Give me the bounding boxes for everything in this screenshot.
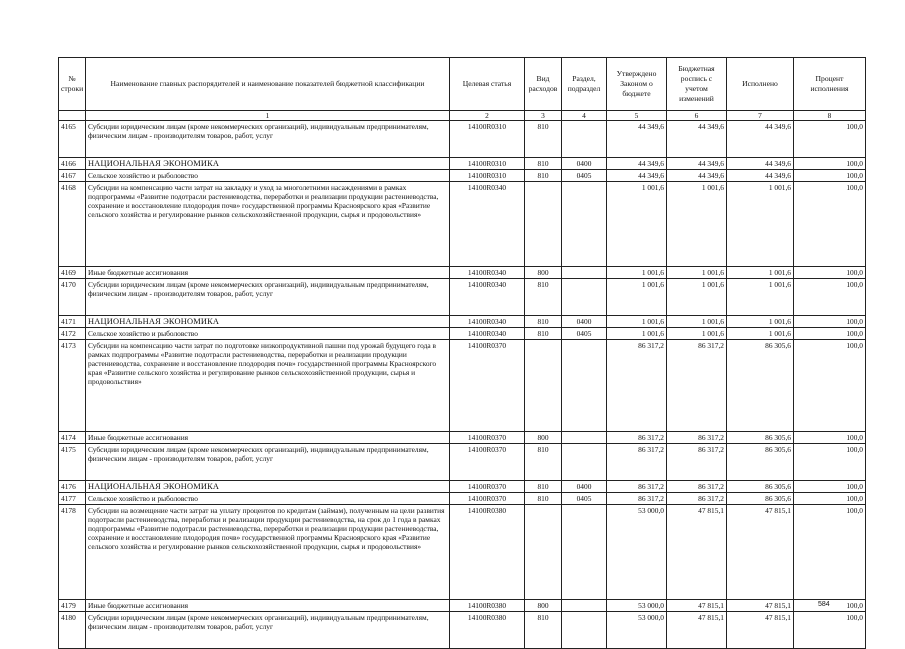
table-row (59, 505, 866, 600)
cell-budget-schedule: 86 317,2 (667, 444, 727, 481)
table-row (59, 170, 866, 182)
cell-expense-type: 800 (525, 432, 562, 444)
cell-percent: 100,0 (794, 158, 866, 170)
cell-expense-type: 800 (525, 600, 562, 612)
cell-approved: 53 000,0 (607, 612, 667, 649)
page-number: 584 (818, 601, 830, 608)
cell-budget-schedule: 44 349,6 (667, 158, 727, 170)
cell-approved: 1 001,6 (607, 267, 667, 279)
cell-section (562, 267, 607, 279)
cell-row-number: 4168 (59, 182, 86, 267)
header-approved: Утверждено Законом о бюджете (607, 58, 667, 111)
cell-percent: 100,0 (794, 600, 866, 612)
cell-budget-schedule: 47 815,1 (667, 612, 727, 649)
cell-row-number: 4172 (59, 328, 86, 340)
cell-percent: 100,0 (794, 182, 866, 267)
cell-target-article: 14100R0340 (450, 279, 525, 316)
table-row (59, 182, 866, 267)
cell-executed: 86 305,6 (727, 481, 794, 493)
cell-name: Сельское хозяйство и рыболовство (86, 328, 450, 340)
cell-expense-type (525, 182, 562, 267)
cell-approved: 86 317,2 (607, 444, 667, 481)
cell-percent: 100,0 (794, 612, 866, 649)
cell-budget-schedule: 47 815,1 (667, 505, 727, 600)
cell-name: Субсидии юридическим лицам (кроме некоммерческих организаций), индивидуальным предпринимателям, физическим лицам - производителям товаров, работ, услуг (86, 279, 450, 316)
cell-name: НАЦИОНАЛЬНАЯ ЭКОНОМИКА (86, 158, 450, 170)
cell-expense-type: 810 (525, 328, 562, 340)
cell-budget-schedule: 1 001,6 (667, 267, 727, 279)
cell-row-number: 4167 (59, 170, 86, 182)
table-row (59, 612, 866, 649)
cell-budget-schedule: 86 317,2 (667, 493, 727, 505)
column-number: 1 (86, 111, 450, 121)
table-row (59, 121, 866, 158)
cell-row-number: 4169 (59, 267, 86, 279)
cell-row-number: 4165 (59, 121, 86, 158)
cell-name: Субсидии юридическим лицам (кроме некоммерческих организаций), индивидуальным предпринимателям, физическим лицам - производителям товаров, работ, услуг (86, 121, 450, 158)
cell-section: 0400 (562, 158, 607, 170)
header-budget-schedule: Бюджетная роспись с учетом изменений (667, 58, 727, 111)
cell-executed: 44 349,6 (727, 158, 794, 170)
header-target-article: Целевая статья (450, 58, 525, 111)
cell-expense-type: 810 (525, 170, 562, 182)
cell-executed: 47 815,1 (727, 505, 794, 600)
cell-budget-schedule: 86 317,2 (667, 481, 727, 493)
column-number (59, 111, 86, 121)
cell-target-article: 14100R0370 (450, 340, 525, 432)
cell-section (562, 279, 607, 316)
cell-name: Иные бюджетные ассигнования (86, 432, 450, 444)
cell-expense-type: 810 (525, 279, 562, 316)
cell-expense-type (525, 505, 562, 600)
header-expense-type: Вид расходов (525, 58, 562, 111)
cell-percent: 100,0 (794, 444, 866, 481)
table-row (59, 432, 866, 444)
cell-expense-type: 810 (525, 612, 562, 649)
cell-approved: 1 001,6 (607, 328, 667, 340)
cell-approved: 86 317,2 (607, 481, 667, 493)
cell-target-article: 14100R0370 (450, 432, 525, 444)
cell-target-article: 14100R0380 (450, 505, 525, 600)
cell-executed: 86 305,6 (727, 493, 794, 505)
cell-name: Субсидии на компенсацию части затрат на закладку и уход за многолетними насаждениями в рамках подпрограммы «Развитие подотрасли растениеводства, переработки и реализации продукции растениеводства, сохранение и восстановление плодородия почв» государственной программы Красноярского края «Развитие сельского хозяйства и регулирование рынков сельскохозяйственной продукции, сырья и продовольствия» (86, 182, 450, 267)
cell-expense-type: 810 (525, 158, 562, 170)
cell-executed: 86 305,6 (727, 340, 794, 432)
cell-row-number: 4173 (59, 340, 86, 432)
cell-percent: 100,0 (794, 279, 866, 316)
table-row (59, 279, 866, 316)
cell-target-article: 14100R0310 (450, 158, 525, 170)
cell-budget-schedule: 1 001,6 (667, 328, 727, 340)
cell-executed: 47 815,1 (727, 600, 794, 612)
cell-section (562, 340, 607, 432)
cell-executed: 1 001,6 (727, 182, 794, 267)
header-executed: Исполнено (727, 58, 794, 111)
cell-executed: 44 349,6 (727, 170, 794, 182)
cell-section: 0405 (562, 328, 607, 340)
table-header-row (59, 58, 866, 111)
document-page (58, 57, 865, 649)
cell-target-article: 14100R0340 (450, 328, 525, 340)
cell-approved: 44 349,6 (607, 158, 667, 170)
header-row-number: № строки (59, 58, 86, 111)
cell-row-number: 4166 (59, 158, 86, 170)
cell-approved: 1 001,6 (607, 316, 667, 328)
cell-row-number: 4174 (59, 432, 86, 444)
cell-section (562, 600, 607, 612)
column-number: 6 (667, 111, 727, 121)
cell-percent: 100,0 (794, 505, 866, 600)
cell-target-article: 14100R0340 (450, 182, 525, 267)
cell-name: Сельское хозяйство и рыболовство (86, 170, 450, 182)
cell-approved: 44 349,6 (607, 121, 667, 158)
table-row (59, 158, 866, 170)
cell-percent: 100,0 (794, 328, 866, 340)
cell-expense-type: 810 (525, 493, 562, 505)
cell-target-article: 14100R0310 (450, 121, 525, 158)
cell-expense-type: 800 (525, 267, 562, 279)
cell-name: НАЦИОНАЛЬНАЯ ЭКОНОМИКА (86, 481, 450, 493)
header-section: Раздел, подраздел (562, 58, 607, 111)
cell-budget-schedule: 1 001,6 (667, 316, 727, 328)
table-row (59, 444, 866, 481)
cell-target-article: 14100R0310 (450, 170, 525, 182)
cell-target-article: 14100R0340 (450, 316, 525, 328)
cell-budget-schedule: 44 349,6 (667, 121, 727, 158)
cell-executed: 86 305,6 (727, 444, 794, 481)
cell-expense-type: 810 (525, 121, 562, 158)
cell-section: 0400 (562, 481, 607, 493)
cell-percent: 100,0 (794, 316, 866, 328)
column-number: 3 (525, 111, 562, 121)
cell-section (562, 121, 607, 158)
cell-approved: 86 317,2 (607, 340, 667, 432)
cell-expense-type (525, 340, 562, 432)
cell-section: 0400 (562, 316, 607, 328)
cell-budget-schedule: 86 317,2 (667, 340, 727, 432)
cell-name: Субсидии юридическим лицам (кроме некоммерческих организаций), индивидуальным предпринимателям, физическим лицам - производителям товаров, работ, услуг (86, 612, 450, 649)
table-row (59, 267, 866, 279)
cell-executed: 1 001,6 (727, 328, 794, 340)
header-name: Наименование главных распорядителей и наименование показателей бюджетной классификации (86, 58, 450, 111)
cell-percent: 100,0 (794, 121, 866, 158)
cell-approved: 44 349,6 (607, 170, 667, 182)
cell-executed: 44 349,6 (727, 121, 794, 158)
cell-approved: 53 000,0 (607, 505, 667, 600)
cell-name: Субсидии юридическим лицам (кроме некоммерческих организаций), индивидуальным предпринимателям, физическим лицам - производителям товаров, работ, услуг (86, 444, 450, 481)
cell-target-article: 14100R0380 (450, 612, 525, 649)
cell-budget-schedule: 1 001,6 (667, 279, 727, 316)
cell-percent: 100,0 (794, 493, 866, 505)
cell-section (562, 432, 607, 444)
cell-target-article: 14100R0340 (450, 267, 525, 279)
column-number-row (59, 111, 866, 121)
cell-executed: 1 001,6 (727, 316, 794, 328)
table-row (59, 340, 866, 432)
cell-percent: 100,0 (794, 340, 866, 432)
column-number: 7 (727, 111, 794, 121)
cell-row-number: 4175 (59, 444, 86, 481)
cell-expense-type: 810 (525, 316, 562, 328)
column-number: 5 (607, 111, 667, 121)
cell-name: Субсидии на возмещение части затрат на уплату процентов по кредитам (займам), полученным на цели развития подотрасли растениеводства, переработки и реализации продукции растениеводства, на срок до 1 года в рамках подпрограммы «Развитие подотрасли растениеводства, переработки и реализации продукции растениеводства, сохранение и восстановление плодородия почв» государственной программы Красноярского края «Развитие сельского хозяйства и регулирование рынков сельскохозяйственной продукции, сырья и продовольствия» (86, 505, 450, 600)
cell-percent: 100,0 (794, 170, 866, 182)
column-number: 4 (562, 111, 607, 121)
cell-row-number: 4179 (59, 600, 86, 612)
cell-percent: 100,0 (794, 267, 866, 279)
cell-target-article: 14100R0370 (450, 444, 525, 481)
cell-row-number: 4176 (59, 481, 86, 493)
cell-approved: 86 317,2 (607, 493, 667, 505)
table-row (59, 493, 866, 505)
cell-section (562, 612, 607, 649)
table-row (59, 600, 866, 612)
cell-section (562, 505, 607, 600)
cell-expense-type: 810 (525, 444, 562, 481)
table-row (59, 328, 866, 340)
cell-section (562, 444, 607, 481)
cell-executed: 1 001,6 (727, 267, 794, 279)
cell-row-number: 4170 (59, 279, 86, 316)
cell-budget-schedule: 47 815,1 (667, 600, 727, 612)
table-row (59, 316, 866, 328)
table-row (59, 481, 866, 493)
cell-expense-type: 810 (525, 481, 562, 493)
cell-name: Иные бюджетные ассигнования (86, 600, 450, 612)
cell-approved: 1 001,6 (607, 279, 667, 316)
header-percent: Процент исполнения (794, 58, 866, 111)
cell-section: 0405 (562, 493, 607, 505)
cell-row-number: 4177 (59, 493, 86, 505)
cell-name: Субсидии на компенсацию части затрат по подготовке низкопродуктивной пашни под урожай будущего года в рамках подпрограммы «Развитие подотрасли растениеводства, переработки и реализации продукции растениеводства, сохранение и восстановление плодородия почв» государственной программы Красноярского края «Развитие сельского хозяйства и регулирование рынков сельскохозяйственной продукции, сырья и продовольствия» (86, 340, 450, 432)
cell-percent: 100,0 (794, 481, 866, 493)
cell-row-number: 4178 (59, 505, 86, 600)
cell-section: 0405 (562, 170, 607, 182)
column-number: 8 (794, 111, 866, 121)
cell-budget-schedule: 44 349,6 (667, 170, 727, 182)
cell-approved: 1 001,6 (607, 182, 667, 267)
cell-executed: 1 001,6 (727, 279, 794, 316)
budget-table (58, 57, 866, 649)
cell-budget-schedule: 1 001,6 (667, 182, 727, 267)
cell-executed: 47 815,1 (727, 612, 794, 649)
cell-approved: 86 317,2 (607, 432, 667, 444)
cell-row-number: 4171 (59, 316, 86, 328)
cell-name: Иные бюджетные ассигнования (86, 267, 450, 279)
cell-budget-schedule: 86 317,2 (667, 432, 727, 444)
column-number: 2 (450, 111, 525, 121)
cell-approved: 53 000,0 (607, 600, 667, 612)
cell-target-article: 14100R0370 (450, 481, 525, 493)
cell-target-article: 14100R0370 (450, 493, 525, 505)
cell-percent: 100,0 (794, 432, 866, 444)
cell-name: НАЦИОНАЛЬНАЯ ЭКОНОМИКА (86, 316, 450, 328)
cell-executed: 86 305,6 (727, 432, 794, 444)
cell-target-article: 14100R0380 (450, 600, 525, 612)
cell-name: Сельское хозяйство и рыболовство (86, 493, 450, 505)
cell-section (562, 182, 607, 267)
cell-row-number: 4180 (59, 612, 86, 649)
